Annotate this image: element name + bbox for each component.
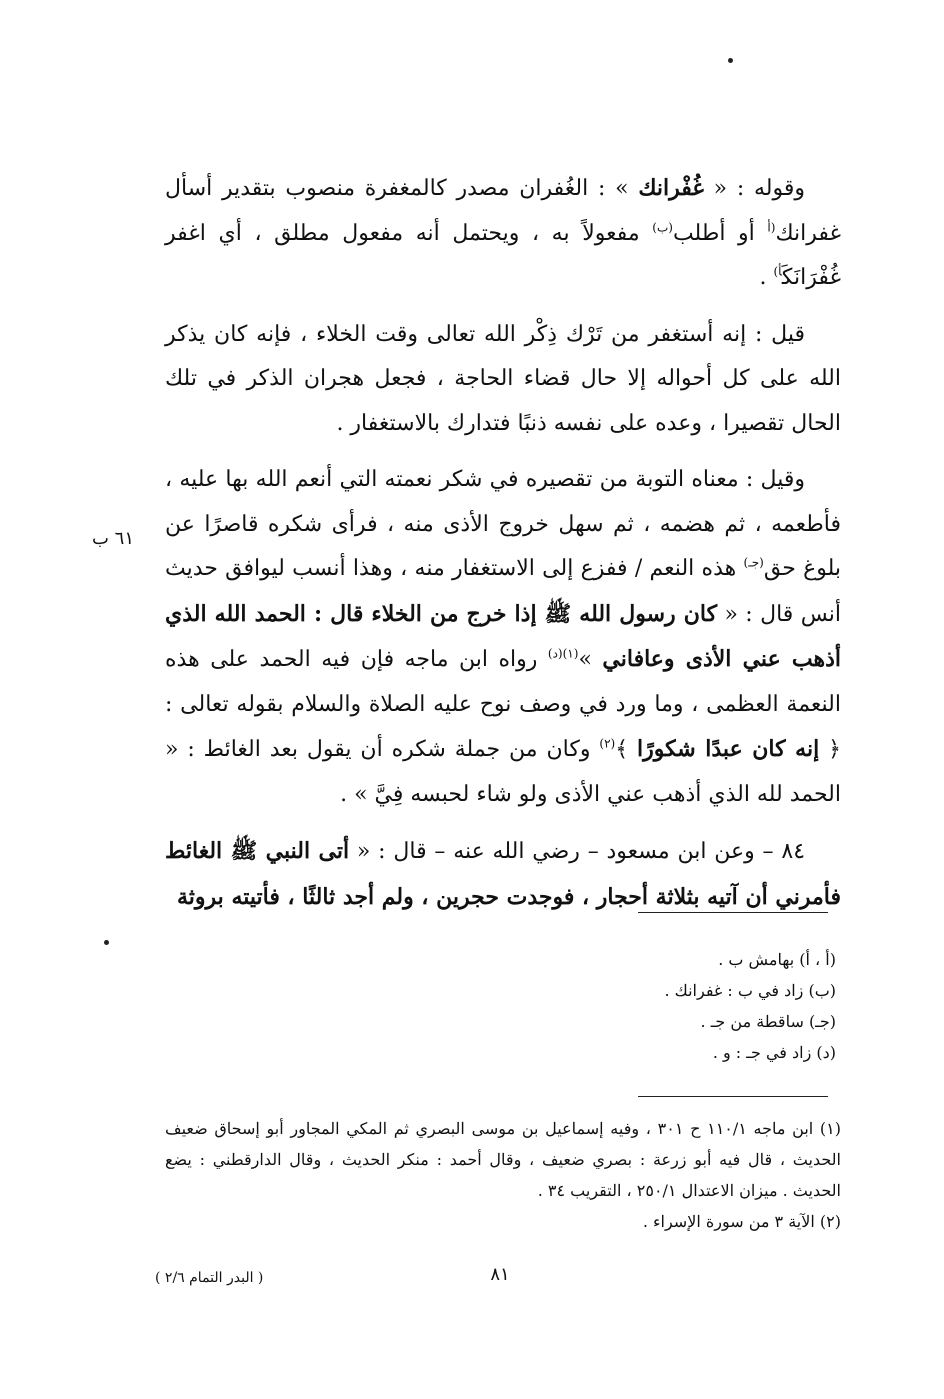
text-run: وكان من جملة شكره أن يقول بعد الغائط : « الحمد لله الذي أذهب عني الأذى ولو شاء لحبسه فِيَّ » .	[165, 737, 841, 807]
paragraph	[165, 313, 841, 447]
footnotes	[165, 1113, 841, 1237]
variant-note: (ب) زاد في ب : غفرانك .	[664, 981, 836, 1000]
paragraph	[165, 166, 841, 301]
text-run: »	[578, 647, 603, 672]
main-text	[165, 166, 841, 932]
footnote-marker: أ)	[773, 264, 782, 279]
book-signature: ( البدر التمام ٢/٦ )	[155, 1270, 264, 1286]
page-dot-top	[728, 58, 733, 63]
paragraph	[165, 829, 841, 920]
text-run: وقوله : «	[703, 176, 805, 201]
text-run: قيل : إنه أستغفر من تَرْك ذِكْر الله تعالى وقت الخلاء ، فإنه كان يذكر الله على كل أحواله إلا حال قضاء الحاجة ، فجعل هجران الذكر في تلك الحال تقصيرا ، وعده على نفسه ذنبًا فتدارك بالاستغفار .	[165, 321, 841, 436]
footnote-marker: (جـ)	[743, 555, 764, 570]
variant-note: (جـ) ساقطة من جـ .	[700, 1012, 836, 1031]
page-number: ٨١	[490, 1264, 510, 1285]
variant-note: (أ ، أ) بهامش ب .	[718, 950, 836, 969]
marginal-folio-reference: ٦١ ب	[92, 528, 135, 549]
footnote-marker: (١)(د)	[547, 646, 579, 661]
footnote: (٢) الآية ٣ من سورة الإسراء .	[642, 1212, 841, 1231]
page-dot-left	[104, 940, 109, 945]
text-run: هذه النعم / ففزع إلى الاستغفار منه ، وهذا أنسب ليوافق حديث أنس قال : «	[165, 556, 841, 627]
text-run: مفعولاً به ، ويحتمل أنه مفعول مطلق ، أي اغفر غُفْرَانَكَ	[165, 220, 841, 290]
text-run: ٨٤ – وعن ابن مسعود – رضي الله عنه – قال : «	[349, 839, 806, 864]
footnote-marker: (أ	[767, 220, 776, 235]
paragraph	[165, 458, 841, 817]
quoted-text: أتى النبي ﷺ الغائط فأمرني أن آتيه بثلاثة أحجار ، فوجدت حجرين ، ولم أجد ثالثًا ، فأتيته بروثة	[165, 838, 841, 910]
quoted-text: غُفْرانك	[638, 175, 704, 201]
textual-variants	[664, 944, 836, 1068]
text-run: رواه ابن ماجه فإن فيه الحمد على هذه النعمة العظمى ، وما ورد في وصف نوح عليه الصلاة والسلام بقوله تعالى : ﴿	[165, 647, 842, 762]
text-run: » : الغُفران مصدر كالمغفرة منصوب بتقدير أسأل غفرانك	[165, 176, 841, 246]
quoted-text: إنه كان عبدًا شكورًا	[637, 736, 820, 762]
footnote-marker: (ب)	[652, 220, 673, 235]
main-text-divider	[638, 912, 828, 913]
footnote-divider	[638, 1096, 828, 1097]
footnote: (١) ابن ماجه ١١٠/١ ح ٣٠١ ، وفيه إسماعيل بن موسى البصري ثم المكي المجاور أبو إسحاق ضعيف الحديث ، قال فيه أبو زرعة : بصري ضعيف ، وقال أحمد : منكر الحديث ، وقال الدارقطني : يضع الحديث . ميزان الاعتدال ٢٥٠/١ ، التقريب ٣٤ .	[165, 1119, 842, 1200]
text-run: ﴾	[615, 737, 638, 762]
text-run: وقيل : معناه التوبة من تقصيره في شكر نعمته التي أنعم الله بها عليه ، فأطعمه ، ثم هضمه ، ثم سهل خروج الأذى منه ، فرأى شكره قاصرًا عن بلوغ حق	[165, 467, 841, 581]
text-run: أو أطلب	[672, 220, 768, 246]
text-run: .	[759, 265, 774, 290]
footnote-marker: (٢)	[599, 736, 616, 751]
variant-note: (د) زاد في جـ : و .	[712, 1043, 836, 1062]
quoted-text: كان رسول الله ﷺ إذا خرج من الخلاء قال : الحمد الله الذي أذهب عني الأذى وعافاني	[165, 600, 841, 672]
